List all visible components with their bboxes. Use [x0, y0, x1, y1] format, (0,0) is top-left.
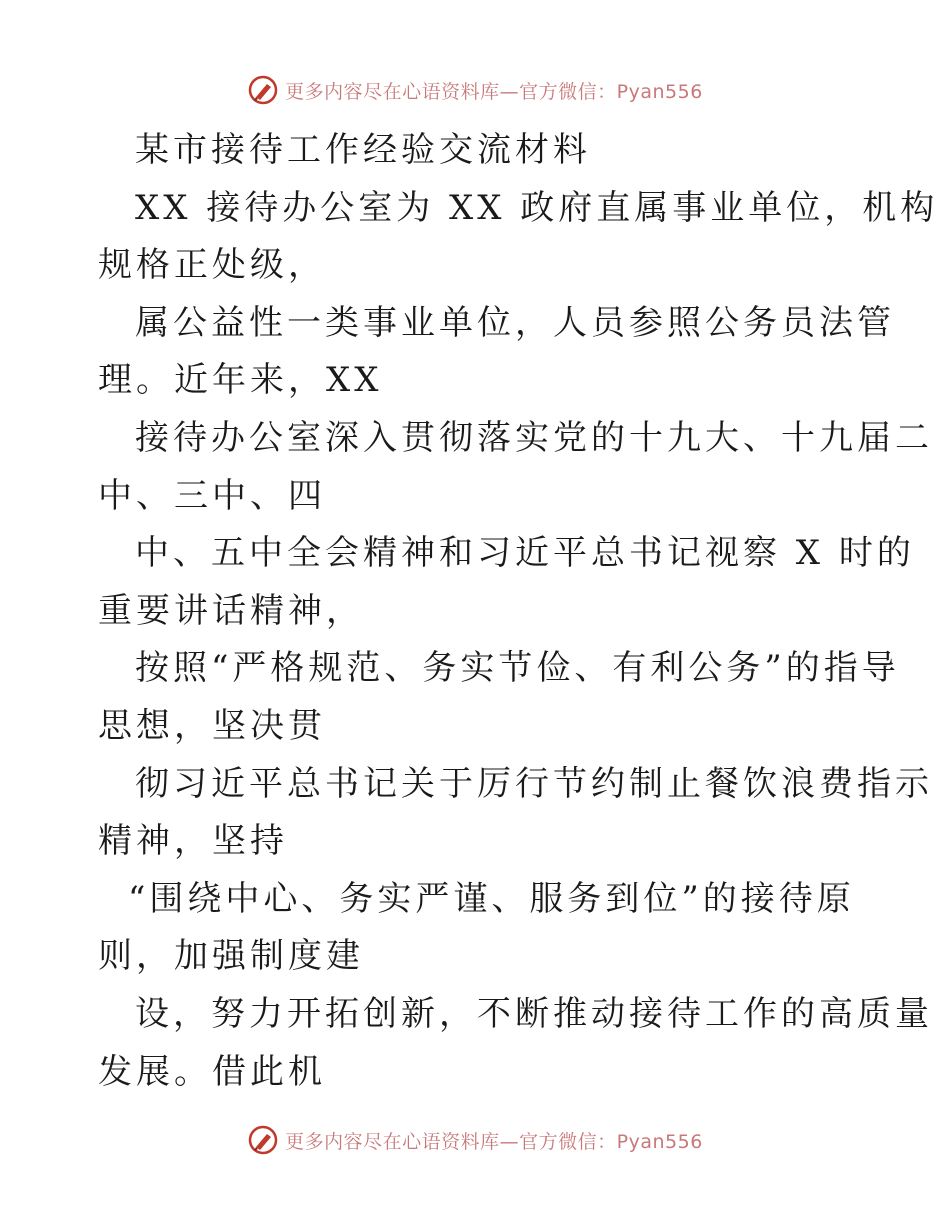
footer-watermark — [0, 1120, 950, 1160]
pen-logo-icon — [247, 1124, 279, 1156]
paragraph-line: 发展。借此机 — [98, 1051, 326, 1092]
watermark-text: 更多内容尽在心语资料库—官方微信：Pyan556 — [285, 1130, 703, 1153]
paragraph-line: 思想，坚决贯 — [98, 705, 326, 746]
paragraph-line: 彻习近平总书记关于厉行节约制止餐饮浪费指示 — [135, 763, 933, 804]
paragraph-line: 中、五中全会精神和习近平总书记视察 X 时的 — [135, 533, 915, 574]
watermark-text: 更多内容尽在心语资料库—官方微信：Pyan556 — [285, 80, 703, 103]
paragraph-line: 精神，坚持 — [98, 821, 288, 862]
paragraph-line: 重要讲话精神， — [98, 590, 364, 631]
paragraph-line: 理。近年来，XX — [98, 360, 383, 401]
document-body — [98, 122, 939, 1101]
header-watermark — [0, 70, 950, 110]
paragraph-line: 中、三中、四 — [98, 475, 326, 516]
paragraph-line: 属公益性一类事业单位，人员参照公务员法管 — [135, 302, 895, 343]
paragraph-line: XX 接待办公室为 XX 政府直属事业单位，机构 — [135, 187, 939, 228]
paragraph-line: “围绕中心、务实严谨、服务到位”的接待原 — [128, 878, 855, 919]
paragraph-line: 接待办公室深入贯彻落实党的十九大、十九届二 — [135, 417, 933, 458]
pen-logo-icon — [247, 74, 279, 106]
paragraph-line: 则，加强制度建 — [98, 936, 364, 977]
paragraph-line: 按照“严格规范、务实节俭、有利公务”的指导 — [135, 648, 900, 689]
paragraph-line: 规格正处级， — [98, 245, 326, 286]
paragraph-line: 设，努力开拓创新，不断推动接待工作的高质量 — [135, 993, 933, 1034]
document-title: 某市接待工作经验交流材料 — [135, 130, 591, 170]
